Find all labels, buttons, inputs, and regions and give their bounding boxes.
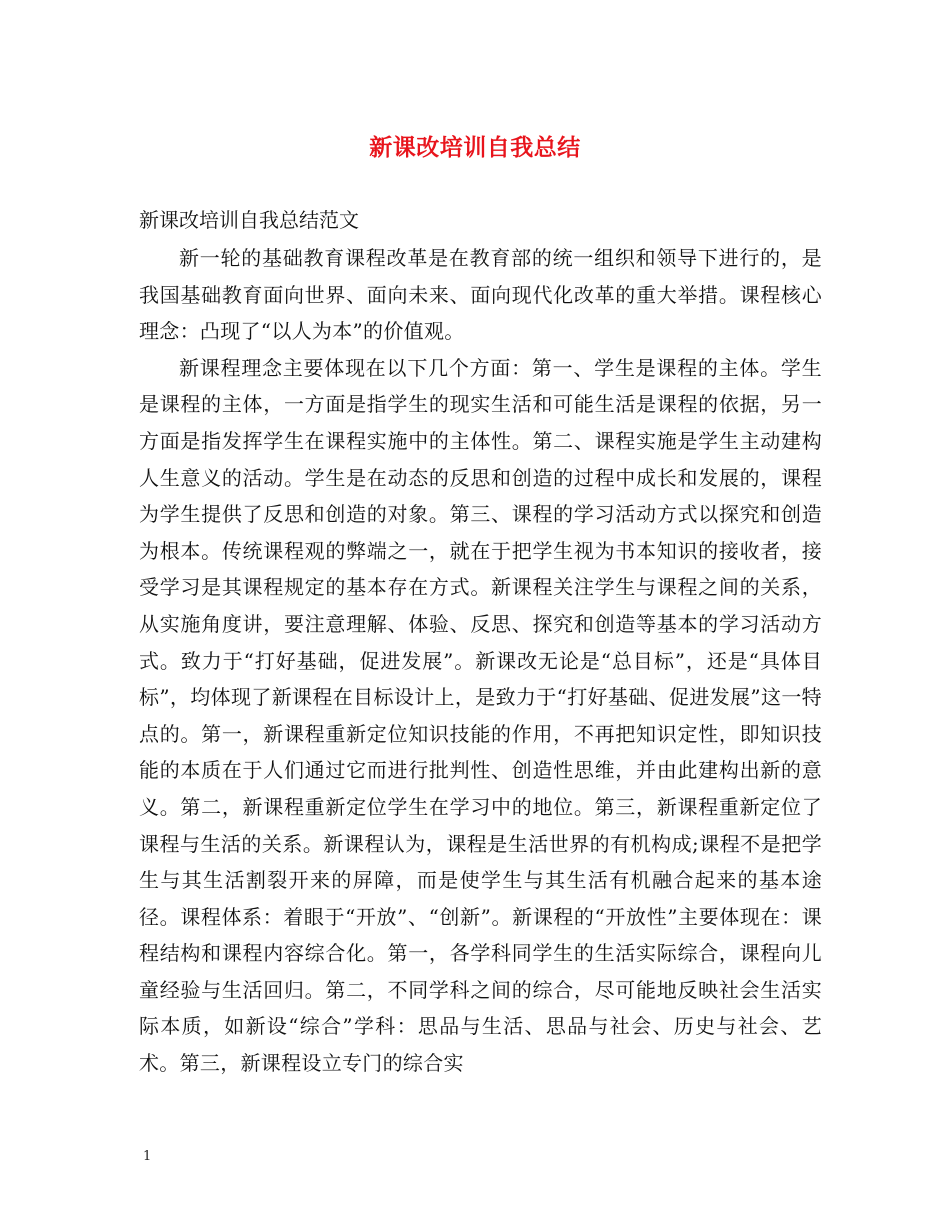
document-subtitle: 新课改培训自我总结范文 [139,208,359,232]
body-paragraph: 新课程理念主要体现在以下几个方面：第一、学生是课程的主体。学生是课程的主体，一方面是指学生的现实生活和可能生活是课程的依据，另一方面是指发挥学生在课程实施中的主体性。第二、课程实施是学生主动建构人生意义的活动。学生是在动态的反思和创造的过程中成长和发展的，课程为学生提供了反思和创造的对象。第三、课程的学习活动方式以探究和创造为根本。传统课程观的弊端之一，就在于把学生视为书本知识的接收者，接受学习是其课程规定的基本存在方式。新课程关注学生与课程之间的关系，从实施角度讲，要注意理解、体验、反思、探究和创造等基本的学习活动方式。致力于“打好基础，促进发展”。新课改无论是“总目标”，还是“具体目标”，均体现了新课程在目标设计上，是致力于“打好基础、促进发展”这一特点的。第一，新课程重新定位知识技能的作用，不再把知识定性，即知识技能的本质在于人们通过它而进行批判性、创造性思维，并由此建构出新的意义。第二，新课程重新定位学生在学习中的地位。第三，新课程重新定位了课程与生活的关系。新课程认为，课程是生活世界的有机构成;课程不是把学生与其生活割裂开来的屏障，而是使学生与其生活有机融合起来的基本途径。课程体系：着眼于“开放”、“创新”。新课程的“开放性”主要体现在：课程结构和课程内容综合化。第一，各学科同学生的生活实际综合，课程向儿童经验与生活回归。第二，不同学科之间的综合，尽可能地反映社会生活实际本质，如新设“综合”学科：思品与生活、思品与社会、历史与社会、艺术。第三，新课程设立专门的综合实 [139,355,822,1076]
page-number: 1 [143,1149,152,1164]
body-paragraph: 新一轮的基础教育课程改革是在教育部的统一组织和领导下进行的，是我国基础教育面向世界、面向未来、面向现代化改革的重大举措。课程核心理念：凸现了“以人为本”的价值观。 [139,246,822,344]
document-title: 新课改培训自我总结 [369,134,581,161]
document-body [139,240,822,1082]
